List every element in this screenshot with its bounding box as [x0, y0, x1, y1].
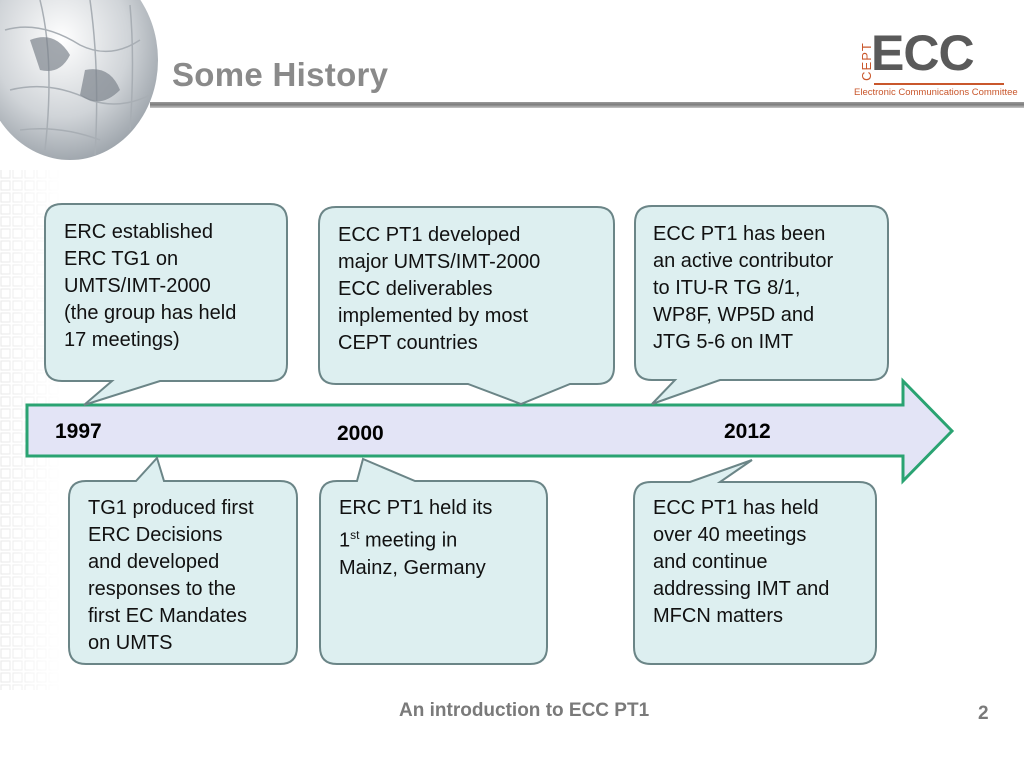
callout-line-rest: meeting in [359, 529, 458, 552]
callout-line: ERC Decisions [88, 524, 223, 546]
callout-line: implemented by most [338, 305, 529, 327]
year-label-2000: 2000 [337, 422, 384, 445]
callout-line: MFCN matters [653, 605, 783, 627]
year-label-2012: 2012 [724, 420, 771, 443]
callout-line: ECC PT1 developed [338, 224, 521, 246]
page-number: 2 [978, 703, 989, 724]
callout-line: first EC Mandates [88, 605, 247, 627]
callout-text-top-2012 [653, 221, 833, 356]
callout-line: on UMTS [88, 632, 173, 654]
callout-line: TG1 produced first [88, 497, 254, 519]
callout-line: major UMTS/IMT-2000 [338, 251, 541, 273]
callout-text-bottom-2000 [339, 495, 492, 582]
callout-text-bottom-1997 [88, 495, 254, 657]
callout-line: over 40 meetings [653, 524, 807, 546]
callout-line: 17 meetings) [64, 329, 180, 351]
callout-line: ECC PT1 has held [653, 497, 819, 519]
callout-line: ERC PT1 held its [339, 497, 493, 519]
callout-line: CEPT countries [338, 332, 478, 354]
logo-subtitle: Electronic Communications Committee [854, 87, 1018, 98]
slide-footer: An introduction to ECC PT1 [399, 700, 650, 721]
callout-line: addressing IMT and [653, 578, 830, 600]
ordinal-suffix: st [350, 528, 360, 542]
callout-line: responses to the [88, 578, 236, 600]
timeline-arrow [27, 381, 952, 481]
slide-title: Some History [172, 56, 389, 93]
callout-text-bottom-2012 [653, 495, 829, 630]
ordinal-number: 1 [339, 529, 351, 552]
callout-line: ECC PT1 has been [653, 223, 826, 245]
callout-line: and continue [653, 551, 768, 573]
callout-line: JTG 5-6 on IMT [653, 331, 794, 353]
callout-line: and developed [88, 551, 220, 573]
logo-ecc-text: ECC [871, 25, 974, 81]
callout-line: WP8F, WP5D and [653, 304, 815, 326]
callout-line: UMTS/IMT-2000 [64, 275, 211, 297]
callout-text-top-1997 [64, 219, 236, 354]
callout-line: ECC deliverables [338, 278, 493, 300]
callout-line: to ITU-R TG 8/1, [653, 277, 801, 299]
logo-cept-text: CEPT [858, 42, 874, 81]
callout-line: (the group has held [64, 302, 237, 324]
callout-line [339, 522, 492, 555]
callout-line: ERC TG1 on [64, 248, 179, 270]
callout-line: ERC established [64, 221, 213, 243]
callout-line: an active contributor [653, 250, 834, 272]
callout-line: Mainz, Germany [339, 556, 486, 579]
year-label-1997: 1997 [55, 420, 102, 443]
callout-text-top-2000 [338, 222, 540, 357]
